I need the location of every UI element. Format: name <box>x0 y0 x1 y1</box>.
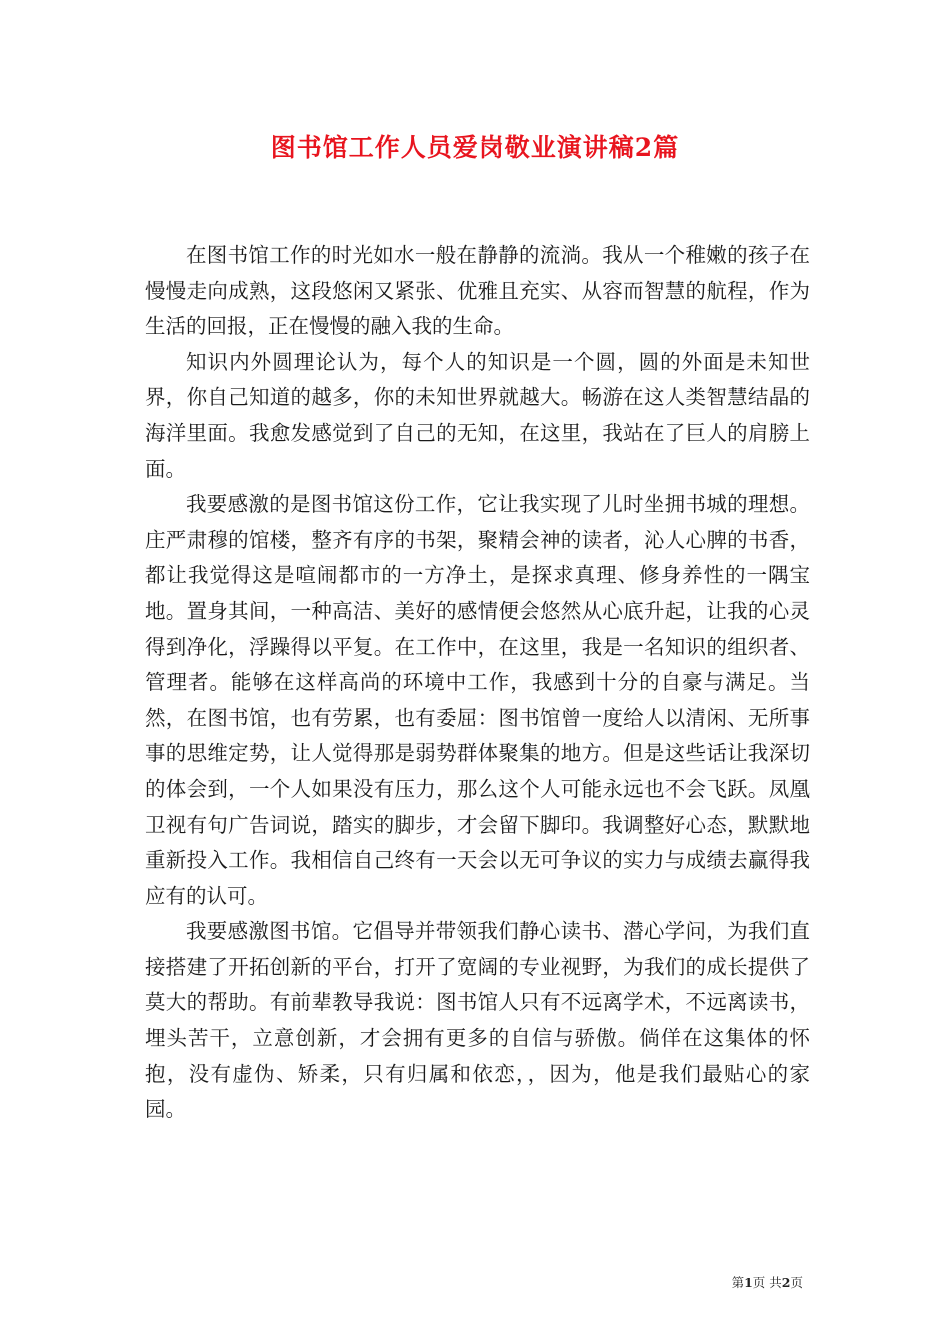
total-pages-number: 2 <box>781 1275 791 1290</box>
document-title: 图书馆工作人员爱岗敬业演讲稿2篇 <box>270 133 680 162</box>
document-body <box>145 238 810 1128</box>
paragraph: 知识内外圆理论认为，每个人的知识是一个圆，圆的外面是未知世界，你自己知道的越多，你的未知世界就越大。畅游在这人类智慧结晶的海洋里面。我愈发感觉到了自己的无知，在这里，我站在了巨人的肩膀上面。 <box>145 349 810 481</box>
paragraph: 在图书馆工作的时光如水一般在静静的流淌。我从一个稚嫩的孩子在慢慢走向成熟，这段悠闲又紧张、优雅且充实、从容而智慧的航程，作为生活的回报，正在慢慢的融入我的生命。 <box>145 243 810 339</box>
paragraph: 我要感激的是图书馆这份工作，它让我实现了儿时坐拥书城的理想。庄严肃穆的馆楼，整齐有序的书架，聚精会神的读者，沁人心脾的书香，都让我觉得这是喧闹都市的一方净土，是探求真理、修身养性的一隅宝地。置身其间，一种高洁、美好的感情便会悠然从心底升起，让我的心灵得到净化，浮躁得以平复。在工作中，在这里，我是一名知识的组织者、管理者。能够在这样高尚的环境中工作，我感到十分的自豪与满足。当然，在图书馆，也有劳累，也有委屈：图书馆曾一度给人以清闲、无所事事的思维定势，让人觉得那是弱势群体聚集的地方。但是这些话让我深切的体会到，一个人如果没有压力，那么这个人可能永远也不会飞跃。凤凰卫视有句广告词说，踏实的脚步，才会留下脚印。我调整好心态，默默地重新投入工作。我相信自己终有一天会以无可争议的实力与成绩去赢得我应有的认可。 <box>145 492 810 908</box>
footer-middle: 页 共 <box>752 1275 782 1290</box>
current-page-number: 1 <box>744 1275 753 1290</box>
footer-prefix: 第 <box>731 1275 745 1290</box>
page-number-footer <box>732 1275 803 1291</box>
paragraph: 我要感激图书馆。它倡导并带领我们静心读书、潜心学问，为我们直接搭建了开拓创新的平台，打开了宽阔的专业视野，为我们的成长提供了莫大的帮助。有前辈教导我说：图书馆人只有不远离学术，不远离读书，埋头苦干，立意创新，才会拥有更多的自信与骄傲。倘佯在这集体的怀抱，没有虚伪、矫柔，只有归属和依恋，，因为，他是我们最贴心的家园。 <box>145 919 810 1122</box>
footer-suffix: 页 <box>790 1275 803 1290</box>
